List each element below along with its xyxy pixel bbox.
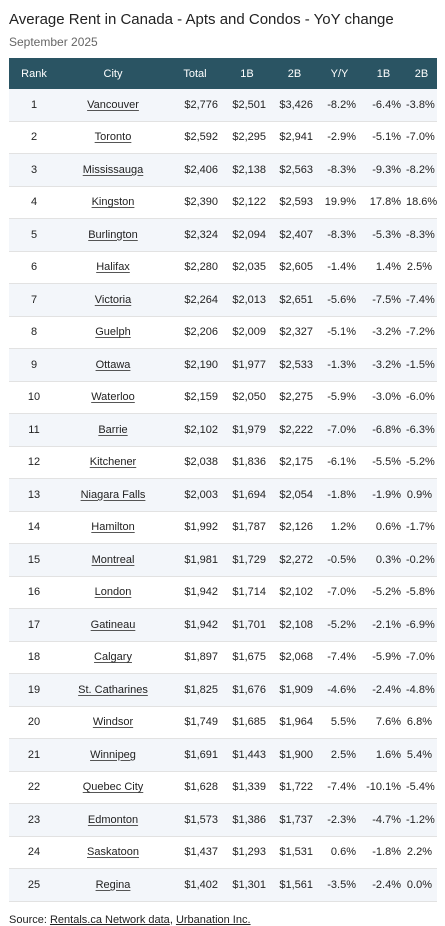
cell-col-city[interactable] xyxy=(59,739,167,772)
cell-col-1b: $1,676 xyxy=(223,674,271,707)
cell-col-1b: $1,386 xyxy=(223,804,271,837)
cell-col-total: $1,691 xyxy=(167,739,223,772)
table-row xyxy=(9,706,437,739)
cell-col-total: $1,749 xyxy=(167,706,223,739)
cell-col-rank: 3 xyxy=(9,154,59,187)
cell-col-rank: 22 xyxy=(9,771,59,804)
cell-col-2b: $2,593 xyxy=(271,186,318,219)
cell-col-1b: $2,122 xyxy=(223,186,271,219)
cell-col-rank: 5 xyxy=(9,219,59,252)
cell-col-yoy-1b: -9.3% xyxy=(361,154,406,187)
cell-col-yoy-2b: -8.2% xyxy=(406,154,437,187)
cell-col-yoy-2b: -1.2% xyxy=(406,804,437,837)
cell-col-total: $2,776 xyxy=(167,89,223,121)
cell-col-rank: 2 xyxy=(9,121,59,154)
source-link-urbanation[interactable]: Urbanation Inc. xyxy=(175,913,251,926)
cell-col-yoy-2b: -7.2% xyxy=(406,316,437,349)
city-link[interactable]: Kitchener xyxy=(89,456,137,469)
cell-col-total: $1,897 xyxy=(167,641,223,674)
cell-col-rank: 21 xyxy=(9,739,59,772)
city-link[interactable]: Regina xyxy=(95,878,131,891)
city-link[interactable]: Hamilton xyxy=(91,521,135,534)
cell-col-2b: $2,175 xyxy=(271,446,318,479)
table-row xyxy=(9,284,437,317)
cell-col-city[interactable] xyxy=(59,89,167,121)
city-link[interactable]: Gatineau xyxy=(90,618,136,631)
cell-col-2b: $2,272 xyxy=(271,544,318,577)
cell-col-1b: $2,050 xyxy=(223,381,271,414)
cell-col-1b: $2,138 xyxy=(223,154,271,187)
cell-col-2b: $1,900 xyxy=(271,739,318,772)
header-col-yoy: Y/Y xyxy=(318,58,361,89)
cell-col-yoy: -5.2% xyxy=(318,609,361,642)
table-row xyxy=(9,89,437,121)
cell-col-city[interactable] xyxy=(59,219,167,252)
cell-col-2b: $2,102 xyxy=(271,576,318,609)
chart-subtitle: September 2025 xyxy=(9,35,98,49)
cell-col-yoy: -1.4% xyxy=(318,251,361,284)
cell-col-rank: 7 xyxy=(9,284,59,317)
cell-col-yoy-1b: -10.1% xyxy=(361,771,406,804)
table-row xyxy=(9,349,437,382)
cell-col-yoy: -1.3% xyxy=(318,349,361,382)
city-link[interactable]: St. Catharines xyxy=(78,683,148,696)
table-body xyxy=(9,89,437,901)
cell-col-city[interactable] xyxy=(59,609,167,642)
cell-col-total: $1,942 xyxy=(167,576,223,609)
cell-col-rank: 13 xyxy=(9,479,59,512)
header-col-total: Total xyxy=(167,58,223,89)
cell-col-city[interactable] xyxy=(59,804,167,837)
cell-col-yoy: -3.5% xyxy=(318,869,361,902)
cell-col-yoy-2b: 2.2% xyxy=(406,836,437,869)
cell-col-2b: $2,054 xyxy=(271,479,318,512)
city-link[interactable]: Calgary xyxy=(94,651,132,664)
city-link[interactable]: Niagara Falls xyxy=(80,488,146,501)
cell-col-total: $2,102 xyxy=(167,414,223,447)
cell-col-1b: $1,301 xyxy=(223,869,271,902)
cell-col-total: $2,406 xyxy=(167,154,223,187)
cell-col-2b: $2,605 xyxy=(271,251,318,284)
cell-col-yoy: 5.5% xyxy=(318,706,361,739)
cell-col-city[interactable] xyxy=(59,154,167,187)
cell-col-total: $1,573 xyxy=(167,804,223,837)
table-row xyxy=(9,316,437,349)
cell-col-yoy: -0.5% xyxy=(318,544,361,577)
cell-col-yoy-1b: -2.1% xyxy=(361,609,406,642)
cell-col-yoy-2b: 18.6% xyxy=(406,186,437,219)
cell-col-total: $2,592 xyxy=(167,121,223,154)
city-link[interactable]: Waterloo xyxy=(91,391,135,404)
cell-col-rank: 20 xyxy=(9,706,59,739)
cell-col-city[interactable] xyxy=(59,316,167,349)
cell-col-yoy-1b: -5.5% xyxy=(361,446,406,479)
cell-col-total: $1,981 xyxy=(167,544,223,577)
cell-col-city[interactable] xyxy=(59,706,167,739)
city-link[interactable]: Quebec City xyxy=(82,781,144,794)
chart-title: Average Rent in Canada - Apts and Condos - YoY change xyxy=(9,11,394,28)
table-row xyxy=(9,251,437,284)
cell-col-rank: 1 xyxy=(9,89,59,121)
cell-col-city[interactable] xyxy=(59,479,167,512)
cell-col-1b: $2,013 xyxy=(223,284,271,317)
table-row xyxy=(9,186,437,219)
city-link[interactable]: Barrie xyxy=(98,423,128,436)
cell-col-yoy-2b: -7.0% xyxy=(406,641,437,674)
cell-col-2b: $1,561 xyxy=(271,869,318,902)
cell-col-yoy: 2.5% xyxy=(318,739,361,772)
cell-col-total: $1,402 xyxy=(167,869,223,902)
cell-col-yoy-2b: -6.0% xyxy=(406,381,437,414)
city-link[interactable]: London xyxy=(94,586,132,599)
source-link-rentals[interactable]: Rentals.ca Network data xyxy=(49,913,170,926)
cell-col-rank: 19 xyxy=(9,674,59,707)
cell-col-total: $2,159 xyxy=(167,381,223,414)
cell-col-yoy-2b: -5.2% xyxy=(406,446,437,479)
cell-col-yoy: -7.4% xyxy=(318,641,361,674)
cell-col-total: $1,437 xyxy=(167,836,223,869)
cell-col-city[interactable] xyxy=(59,836,167,869)
cell-col-yoy: -7.0% xyxy=(318,576,361,609)
city-link[interactable]: Montreal xyxy=(91,553,135,566)
cell-col-yoy-1b: -5.2% xyxy=(361,576,406,609)
source-note xyxy=(9,914,437,926)
cell-col-city[interactable] xyxy=(59,186,167,219)
cell-col-total: $2,038 xyxy=(167,446,223,479)
cell-col-city[interactable] xyxy=(59,446,167,479)
cell-col-1b: $1,685 xyxy=(223,706,271,739)
city-link[interactable]: Mississauga xyxy=(82,163,144,176)
cell-col-yoy-2b: -3.8% xyxy=(406,89,437,121)
cell-col-city[interactable] xyxy=(59,381,167,414)
city-link[interactable]: Ottawa xyxy=(95,358,131,371)
cell-col-rank: 6 xyxy=(9,251,59,284)
table-row xyxy=(9,544,437,577)
cell-col-rank: 16 xyxy=(9,576,59,609)
cell-col-yoy-2b: -6.3% xyxy=(406,414,437,447)
header-col-yoy-2b: 2B xyxy=(406,58,437,89)
cell-col-yoy: 19.9% xyxy=(318,186,361,219)
cell-col-rank: 12 xyxy=(9,446,59,479)
cell-col-yoy-1b: 0.3% xyxy=(361,544,406,577)
cell-col-2b: $2,108 xyxy=(271,609,318,642)
cell-col-rank: 9 xyxy=(9,349,59,382)
table-row xyxy=(9,479,437,512)
cell-col-2b: $2,327 xyxy=(271,316,318,349)
cell-col-2b: $1,964 xyxy=(271,706,318,739)
cell-col-yoy-2b: -4.8% xyxy=(406,674,437,707)
city-link[interactable]: Burlington xyxy=(88,228,138,241)
cell-col-yoy-2b: -5.4% xyxy=(406,771,437,804)
cell-col-yoy-1b: -6.4% xyxy=(361,89,406,121)
cell-col-total: $2,190 xyxy=(167,349,223,382)
cell-col-rank: 17 xyxy=(9,609,59,642)
cell-col-yoy: -8.3% xyxy=(318,219,361,252)
cell-col-2b: $2,563 xyxy=(271,154,318,187)
city-link[interactable]: Guelph xyxy=(95,326,131,339)
cell-col-rank: 18 xyxy=(9,641,59,674)
cell-col-1b: $1,787 xyxy=(223,511,271,544)
cell-col-yoy: -2.3% xyxy=(318,804,361,837)
cell-col-rank: 25 xyxy=(9,869,59,902)
city-link[interactable]: Vancouver xyxy=(87,98,139,111)
cell-col-yoy-2b: 6.8% xyxy=(406,706,437,739)
table-row xyxy=(9,674,437,707)
cell-col-1b: $1,977 xyxy=(223,349,271,382)
cell-col-yoy: -2.9% xyxy=(318,121,361,154)
cell-col-yoy: -6.1% xyxy=(318,446,361,479)
table-row xyxy=(9,836,437,869)
table-row xyxy=(9,609,437,642)
table-row xyxy=(9,414,437,447)
cell-col-total: $2,206 xyxy=(167,316,223,349)
cell-col-city[interactable] xyxy=(59,414,167,447)
cell-col-1b: $1,701 xyxy=(223,609,271,642)
cell-col-yoy-2b: 0.9% xyxy=(406,479,437,512)
cell-col-city[interactable] xyxy=(59,349,167,382)
city-link[interactable]: Saskatoon xyxy=(87,846,139,859)
cell-col-total: $2,280 xyxy=(167,251,223,284)
cell-col-total: $2,003 xyxy=(167,479,223,512)
cell-col-city[interactable] xyxy=(59,251,167,284)
table-row xyxy=(9,576,437,609)
cell-col-2b: $2,533 xyxy=(271,349,318,382)
table-row xyxy=(9,121,437,154)
table-row xyxy=(9,511,437,544)
cell-col-yoy-1b: -7.5% xyxy=(361,284,406,317)
table-row xyxy=(9,771,437,804)
cell-col-2b: $3,426 xyxy=(271,89,318,121)
cell-col-yoy: -5.6% xyxy=(318,284,361,317)
cell-col-yoy-1b: -6.8% xyxy=(361,414,406,447)
cell-col-total: $2,324 xyxy=(167,219,223,252)
cell-col-yoy-1b: -3.0% xyxy=(361,381,406,414)
cell-col-yoy-2b: -5.8% xyxy=(406,576,437,609)
header-col-1b: 1B xyxy=(223,58,271,89)
cell-col-2b: $2,407 xyxy=(271,219,318,252)
cell-col-yoy-1b: 1.4% xyxy=(361,251,406,284)
cell-col-1b: $1,443 xyxy=(223,739,271,772)
cell-col-1b: $1,694 xyxy=(223,479,271,512)
rent-table xyxy=(9,58,437,902)
cell-col-2b: $2,275 xyxy=(271,381,318,414)
city-link[interactable]: Winnipeg xyxy=(90,748,136,761)
table-row xyxy=(9,219,437,252)
cell-col-city[interactable] xyxy=(59,869,167,902)
cell-col-2b: $2,126 xyxy=(271,511,318,544)
cell-col-yoy: -7.0% xyxy=(318,414,361,447)
city-link[interactable]: Halifax xyxy=(96,261,130,274)
city-link[interactable]: Edmonton xyxy=(87,813,139,826)
cell-col-total: $1,942 xyxy=(167,609,223,642)
cell-col-yoy-2b: 5.4% xyxy=(406,739,437,772)
cell-col-yoy: -8.3% xyxy=(318,154,361,187)
cell-col-yoy-1b: 1.6% xyxy=(361,739,406,772)
cell-col-rank: 8 xyxy=(9,316,59,349)
source-separator: , xyxy=(169,913,176,926)
cell-col-city[interactable] xyxy=(59,121,167,154)
cell-col-yoy: 1.2% xyxy=(318,511,361,544)
cell-col-rank: 14 xyxy=(9,511,59,544)
cell-col-2b: $1,909 xyxy=(271,674,318,707)
cell-col-yoy-1b: -3.2% xyxy=(361,349,406,382)
cell-col-yoy-1b: -5.9% xyxy=(361,641,406,674)
cell-col-2b: $2,651 xyxy=(271,284,318,317)
cell-col-yoy-1b: -2.4% xyxy=(361,869,406,902)
table-row xyxy=(9,446,437,479)
cell-col-1b: $1,675 xyxy=(223,641,271,674)
cell-col-yoy: -8.2% xyxy=(318,89,361,121)
cell-col-city[interactable] xyxy=(59,674,167,707)
cell-col-1b: $1,339 xyxy=(223,771,271,804)
cell-col-2b: $1,737 xyxy=(271,804,318,837)
cell-col-yoy: -5.1% xyxy=(318,316,361,349)
cell-col-total: $2,264 xyxy=(167,284,223,317)
cell-col-yoy-2b: -0.2% xyxy=(406,544,437,577)
cell-col-yoy-1b: -5.3% xyxy=(361,219,406,252)
cell-col-1b: $2,295 xyxy=(223,121,271,154)
cell-col-total: $1,825 xyxy=(167,674,223,707)
table-row xyxy=(9,381,437,414)
cell-col-yoy-1b: -2.4% xyxy=(361,674,406,707)
cell-col-rank: 11 xyxy=(9,414,59,447)
cell-col-yoy-1b: -4.7% xyxy=(361,804,406,837)
table-row xyxy=(9,804,437,837)
cell-col-rank: 24 xyxy=(9,836,59,869)
cell-col-1b: $2,094 xyxy=(223,219,271,252)
cell-col-yoy-1b: -3.2% xyxy=(361,316,406,349)
cell-col-yoy: -1.8% xyxy=(318,479,361,512)
cell-col-2b: $1,722 xyxy=(271,771,318,804)
cell-col-city[interactable] xyxy=(59,511,167,544)
cell-col-yoy-2b: 2.5% xyxy=(406,251,437,284)
cell-col-yoy-2b: -7.0% xyxy=(406,121,437,154)
cell-col-total: $1,992 xyxy=(167,511,223,544)
city-link[interactable]: Kingston xyxy=(91,196,135,209)
header-col-city: City xyxy=(59,58,167,89)
cell-col-rank: 10 xyxy=(9,381,59,414)
cell-col-city[interactable] xyxy=(59,641,167,674)
cell-col-yoy-2b: 0.0% xyxy=(406,869,437,902)
city-link[interactable]: Windsor xyxy=(92,716,134,729)
cell-col-2b: $2,068 xyxy=(271,641,318,674)
cell-col-yoy-1b: -5.1% xyxy=(361,121,406,154)
cell-col-total: $1,628 xyxy=(167,771,223,804)
header-col-rank: Rank xyxy=(9,58,59,89)
cell-col-1b: $1,979 xyxy=(223,414,271,447)
cell-col-1b: $1,714 xyxy=(223,576,271,609)
table-row xyxy=(9,739,437,772)
cell-col-1b: $2,501 xyxy=(223,89,271,121)
cell-col-yoy-2b: -8.3% xyxy=(406,219,437,252)
cell-col-yoy-1b: 0.6% xyxy=(361,511,406,544)
city-link[interactable]: Toronto xyxy=(94,131,132,144)
city-link[interactable]: Victoria xyxy=(94,293,132,306)
cell-col-yoy: 0.6% xyxy=(318,836,361,869)
cell-col-1b: $1,729 xyxy=(223,544,271,577)
cell-col-2b: $2,941 xyxy=(271,121,318,154)
cell-col-1b: $2,035 xyxy=(223,251,271,284)
cell-col-yoy-2b: -7.4% xyxy=(406,284,437,317)
table-row xyxy=(9,641,437,674)
cell-col-yoy-2b: -6.9% xyxy=(406,609,437,642)
cell-col-city[interactable] xyxy=(59,576,167,609)
cell-col-yoy: -5.9% xyxy=(318,381,361,414)
table-row xyxy=(9,154,437,187)
cell-col-yoy-1b: 7.6% xyxy=(361,706,406,739)
cell-col-2b: $2,222 xyxy=(271,414,318,447)
header-col-2b: 2B xyxy=(271,58,318,89)
cell-col-yoy-1b: -1.8% xyxy=(361,836,406,869)
cell-col-yoy-2b: -1.7% xyxy=(406,511,437,544)
cell-col-yoy-1b: 17.8% xyxy=(361,186,406,219)
cell-col-rank: 4 xyxy=(9,186,59,219)
cell-col-yoy: -4.6% xyxy=(318,674,361,707)
cell-col-1b: $2,009 xyxy=(223,316,271,349)
source-prefix: Source: xyxy=(9,913,50,926)
cell-col-city[interactable] xyxy=(59,284,167,317)
header-col-yoy-1b: 1B xyxy=(361,58,406,89)
cell-col-1b: $1,293 xyxy=(223,836,271,869)
cell-col-rank: 23 xyxy=(9,804,59,837)
cell-col-rank: 15 xyxy=(9,544,59,577)
table-row xyxy=(9,869,437,902)
cell-col-total: $2,390 xyxy=(167,186,223,219)
cell-col-yoy-2b: -1.5% xyxy=(406,349,437,382)
cell-col-1b: $1,836 xyxy=(223,446,271,479)
cell-col-2b: $1,531 xyxy=(271,836,318,869)
cell-col-yoy: -7.4% xyxy=(318,771,361,804)
cell-col-city[interactable] xyxy=(59,771,167,804)
cell-col-city[interactable] xyxy=(59,544,167,577)
cell-col-yoy-1b: -1.9% xyxy=(361,479,406,512)
table-header-row xyxy=(9,58,437,89)
